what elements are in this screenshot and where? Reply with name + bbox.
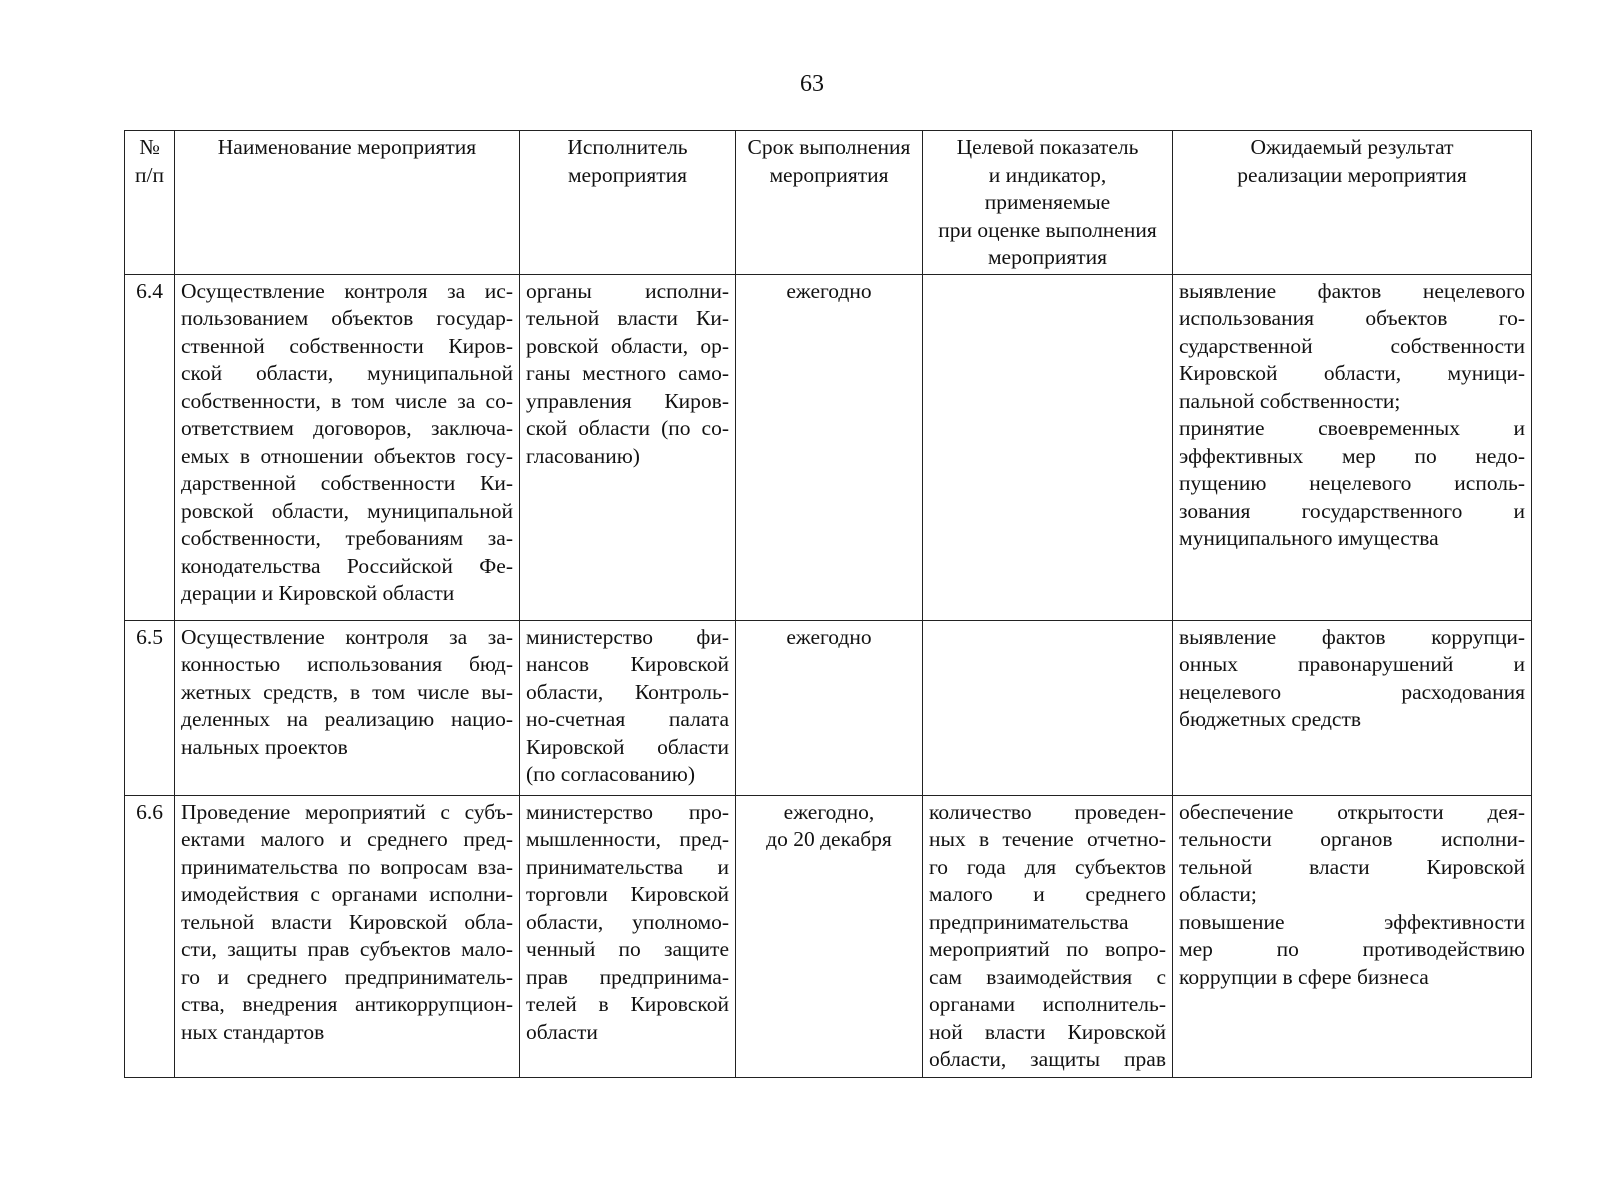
text-line: дерации и Кировской области: [181, 581, 455, 605]
text-line: выявление фактов коррупци-: [1179, 624, 1525, 649]
deadline-cell: [736, 795, 923, 1077]
result-cell: [1173, 620, 1532, 795]
header-result: [1173, 131, 1532, 275]
header-deadline: [736, 131, 923, 275]
deadline-cell: [736, 620, 923, 795]
executor-cell: [520, 620, 736, 795]
text-line: ответствием договоров, заключа-: [181, 416, 513, 440]
text-line: органами исполнитель-: [929, 992, 1166, 1016]
text-line: дарственной собственности Ки-: [181, 471, 513, 495]
indicator-cell: [923, 620, 1173, 795]
text-line: мышленности, пред-: [526, 827, 729, 851]
measure-name-cell: [175, 274, 520, 620]
text-line: жетных средств, в том числе вы-: [181, 679, 513, 704]
text-line: ровской области, ор-: [526, 333, 729, 358]
header-line: Ожидаемый результат: [1250, 135, 1454, 159]
text-line: до 20 декабря: [766, 827, 892, 851]
text-line: мер по противодействию: [1179, 937, 1525, 961]
table-row: [125, 274, 1532, 620]
deadline-cell: [736, 274, 923, 620]
header-number: [125, 131, 175, 275]
header-line: применяемые: [984, 190, 1111, 214]
text-line: Осуществление контроля за ис-: [181, 278, 513, 303]
text-line: министерство фи-: [526, 624, 729, 649]
text-line: ежегодно: [786, 278, 872, 303]
row-number: 6.5: [125, 620, 175, 795]
header-executor: [520, 131, 736, 275]
text-line: ектами малого и среднего пред-: [181, 827, 513, 851]
table-row: [125, 795, 1532, 1077]
text-line: мероприятий по вопро-: [929, 937, 1166, 961]
measure-name-cell: [175, 620, 520, 795]
text-line: тельной власти Ки-: [526, 306, 729, 330]
text-line: области, Контроль-: [526, 679, 729, 704]
header-line: Наименование мероприятия: [217, 135, 477, 159]
text-line: области;: [1179, 882, 1257, 906]
header-name: [175, 131, 520, 275]
header-line: №: [139, 135, 160, 159]
text-line: Проведение мероприятий с субъ-: [181, 799, 513, 824]
measures-table: [124, 130, 1532, 1078]
indicator-cell: [923, 274, 1173, 620]
page-number: 63: [800, 71, 824, 97]
text-line: телей в Кировской: [526, 992, 729, 1016]
text-line: принимательства по вопросам вза-: [181, 854, 513, 879]
text-line: нансов Кировской: [526, 652, 729, 676]
text-line: органы исполни-: [526, 278, 729, 303]
header-line: мероприятия: [769, 162, 889, 187]
text-line: эффективных мер по недо-: [1179, 443, 1525, 468]
text-line: министерство про-: [526, 799, 729, 824]
text-line: обеспечение открытости дея-: [1179, 799, 1525, 824]
text-line: Осуществление контроля за за-: [181, 624, 513, 649]
text-line: собственности, требованиям за-: [181, 526, 513, 550]
text-line: области: [526, 1019, 598, 1044]
text-line: го и среднего предприниматель-: [181, 964, 513, 989]
text-line: (по согласованию): [526, 762, 696, 786]
text-line: ежегодно: [786, 624, 872, 649]
header-line: мероприятия: [567, 162, 688, 187]
text-line: принятие своевременных и: [1179, 416, 1525, 440]
measure-name-cell: [175, 795, 520, 1077]
text-line: пущению нецелевого исполь-: [1179, 471, 1525, 495]
text-line: ганы местного само-: [526, 361, 729, 385]
header-line: при оценке выполнения: [938, 217, 1157, 242]
text-line: нецелевого расходования: [1179, 679, 1525, 704]
text-line: Кировской области, муници-: [1179, 361, 1525, 385]
header-line: мероприятия: [987, 245, 1108, 269]
header-line: и индикатор,: [988, 162, 1107, 187]
table-row: [125, 620, 1532, 795]
executor-cell: [520, 274, 736, 620]
row-number: 6.6: [125, 795, 175, 1077]
text-line: конностью использования бюд-: [181, 652, 513, 676]
text-line: сам взаимодействия с: [929, 964, 1166, 989]
header-indicator: [923, 131, 1173, 275]
text-line: ской области (по со-: [526, 416, 729, 440]
header-line: п/п: [135, 162, 164, 187]
text-line: тельной власти Кировской: [1179, 854, 1525, 879]
text-line: пользованием объектов государ-: [181, 306, 513, 330]
text-line: ченный по защите: [526, 937, 729, 961]
text-line: ровской области, муниципальной: [181, 498, 513, 523]
text-line: прав предпринима-: [526, 964, 729, 989]
indicator-cell: [923, 795, 1173, 1077]
text-line: онных правонарушений и: [1179, 652, 1525, 676]
header-line: Целевой показатель: [956, 135, 1139, 159]
text-line: коррупции в сфере бизнеса: [1179, 964, 1429, 989]
text-line: малого и среднего: [929, 882, 1166, 906]
text-line: но-счетная палата: [526, 707, 729, 731]
table-header-row: [125, 131, 1532, 275]
header-line: Срок выполнения: [747, 135, 911, 159]
text-line: гласованию): [526, 443, 640, 468]
executor-cell: [520, 795, 736, 1077]
text-line: пальной собственности;: [1179, 388, 1401, 413]
text-line: ства, внедрения антикоррупцион-: [181, 992, 513, 1016]
text-line: повышение эффективности: [1179, 909, 1525, 934]
text-line: ных стандартов: [181, 1019, 325, 1044]
text-line: ежегодно,: [783, 799, 875, 824]
text-line: деленных на реализацию нацио-: [181, 707, 513, 731]
text-line: ной власти Кировской: [929, 1019, 1166, 1044]
text-line: области, защиты прав: [929, 1047, 1166, 1071]
text-line: сударственной собственности: [1179, 333, 1525, 358]
text-line: муниципального имущества: [1179, 526, 1439, 550]
text-line: тельной власти Кировской обла-: [181, 909, 513, 934]
header-line: реализации мероприятия: [1237, 162, 1467, 187]
text-line: ственной собственности Киров-: [181, 333, 513, 358]
text-line: емых в отношении объектов госу-: [181, 443, 513, 468]
text-line: бюджетных средств: [1179, 707, 1362, 731]
text-line: предпринимательства: [929, 909, 1129, 934]
result-cell: [1173, 274, 1532, 620]
text-line: собственности, в том числе за со-: [181, 388, 513, 413]
text-line: ской области, муниципальной: [181, 361, 513, 385]
row-number: 6.4: [125, 274, 175, 620]
text-line: ных в течение отчетно-: [929, 827, 1166, 851]
text-line: сти, защиты прав субъектов мало-: [181, 937, 513, 961]
text-line: количество проведен-: [929, 799, 1166, 824]
text-line: управления Киров-: [526, 388, 729, 413]
text-line: использования объектов го-: [1179, 306, 1525, 330]
header-line: Исполнитель: [567, 135, 688, 159]
text-line: имодействия с органами исполни-: [181, 882, 513, 906]
text-line: торговли Кировской: [526, 882, 729, 906]
text-line: конодательства Российской Фе-: [181, 553, 513, 578]
text-line: области, уполномо-: [526, 909, 729, 934]
text-line: тельности органов исполни-: [1179, 827, 1525, 851]
text-line: выявление фактов нецелевого: [1179, 278, 1525, 303]
result-cell: [1173, 795, 1532, 1077]
text-line: го года для субъектов: [929, 854, 1166, 879]
text-line: Кировской области: [526, 734, 729, 759]
text-line: нальных проектов: [181, 734, 348, 759]
text-line: принимательства и: [526, 854, 729, 879]
text-line: зования государственного и: [1179, 498, 1525, 523]
